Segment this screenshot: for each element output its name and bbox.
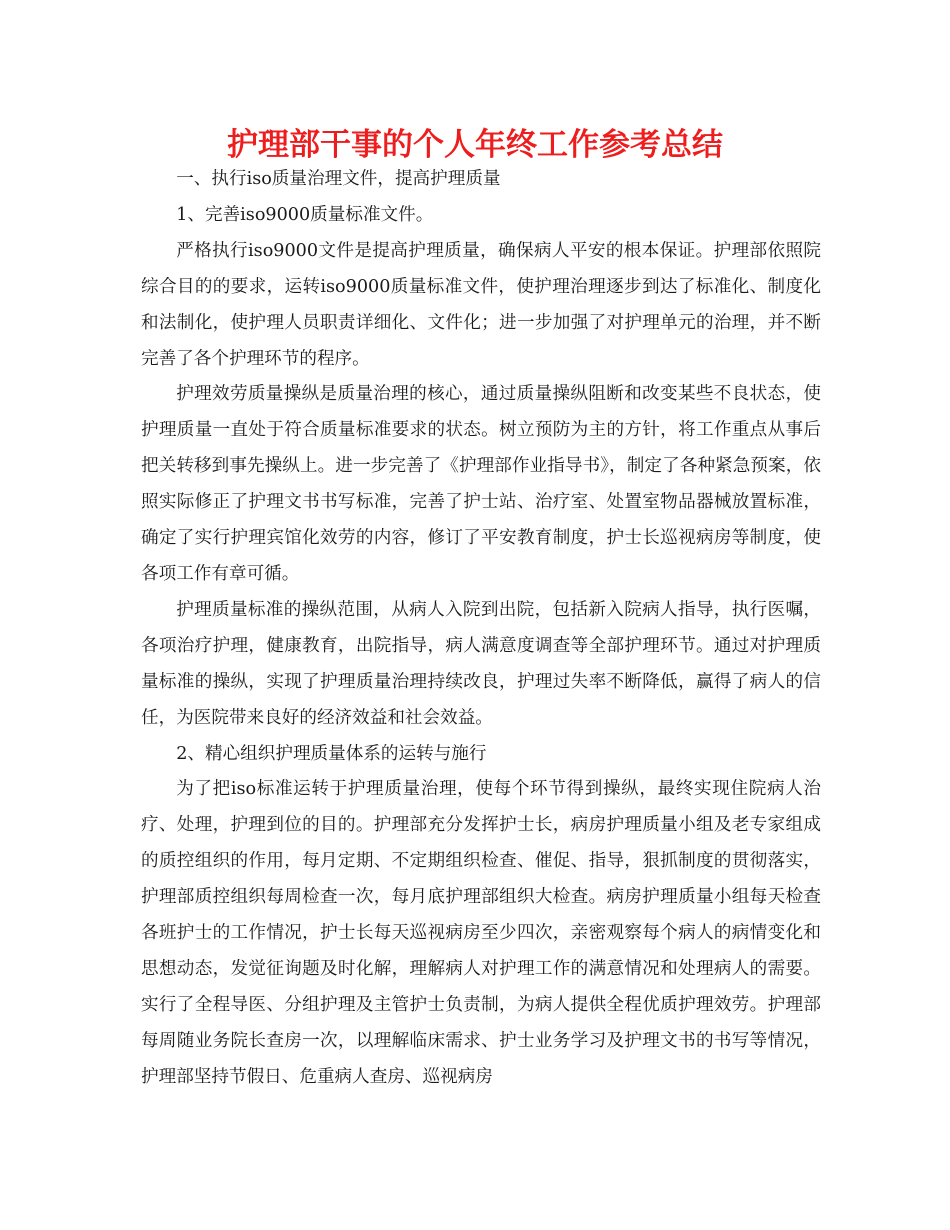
document-title: 护理部干事的个人年终工作参考总结 [227, 127, 723, 163]
body-paragraph: 为了把iso标准运转于护理质量治理，使每个环节得到操纵，最终实现住院病人治疗、处理，护理到位的目的。护理部充分发挥护士长，病房护理质量小组及老专家组成的质控组织的作用，每月定期、不定期组织检查、催促、指导，狠抓制度的贯彻落实，护理部质控组织每周检查一次，每月底护理部组织大检查。病房护理质量小组每天检查各班护士的工作情况，护士长每天巡视病房至少四次，亲密观察每个病人的病情变化和思想动态，发觉征询题及时化解，理解病人对护理工作的满意情况和处理病人的需要。实行了全程导医、分组护理及主管护士负责制，为病人提供全程优质护理效劳。护理部每周随业务院长查房一次，以理解临床需求、护士业务学习及护理文书的书写等情况，护理部坚持节假日、危重病人查房、巡视病房 [141, 779, 821, 1087]
subsection-heading-2: 2、精心组织护理质量体系的运转与施行 [176, 743, 487, 764]
body-paragraph: 护理效劳质量操纵是质量治理的核心，通过质量操纵阻断和改变某些不良状态，使护理质量一直处于符合质量标准要求的状态。树立预防为主的方针，将工作重点从事后把关转移到事先操纵上。进一步完善了《护理部作业指导书》，制定了各种紧急预案，依照实际修正了护理文书书写标准，完善了护士站、治疗室、处置室物品器械放置标准，确定了实行护理宾馆化效劳的内容，修订了平安教育制度，护士长巡视病房等制度，使各项工作有章可循。 [141, 384, 821, 584]
section-heading-1: 一、执行iso质量治理文件，提高护理质量 [176, 169, 501, 189]
subsection-heading-1: 1、完善iso9000质量标准文件。 [176, 204, 434, 225]
body-paragraph: 严格执行iso9000文件是提高护理质量，确保病人平安的根本保证。护理部依照院综合目的的要求，运转iso9000质量标准文件，使护理治理逐步到达了标准化、制度化和法制化，使护理人员职责详细化、文件化；进一步加强了对护理单元的治理，并不断完善了各个护理环节的程序。 [141, 240, 821, 369]
body-paragraph: 护理质量标准的操纵范围，从病人入院到出院，包括新入院病人指导，执行医嘱，各项治疗护理，健康教育，出院指导，病人满意度调查等全部护理环节。通过对护理质量标准的操纵，实现了护理质量治理持续改良，护理过失率不断降低，赢得了病人的信任，为医院带来良好的经济效益和社会效益。 [141, 599, 821, 728]
document-body [141, 162, 821, 1096]
